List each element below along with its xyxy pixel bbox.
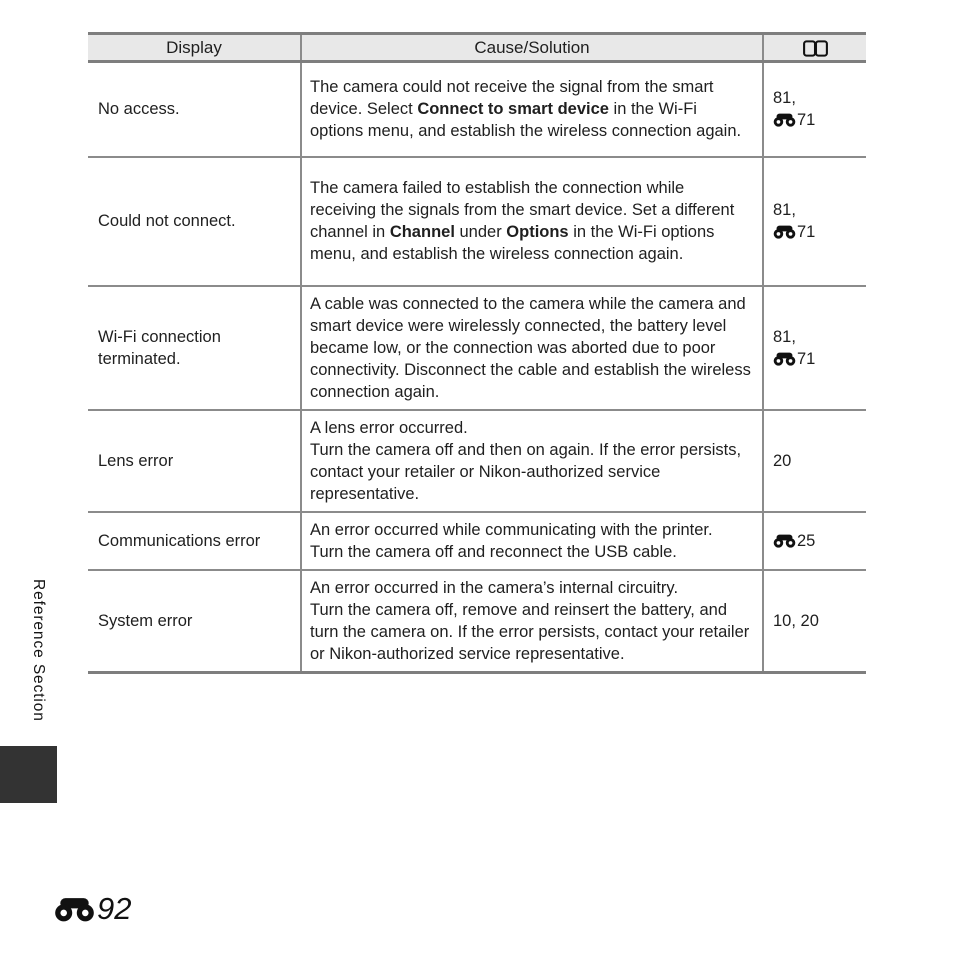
cause-text: The camera could not receive the signal from the smart device. Select <box>310 78 714 119</box>
page-number-text: 92 <box>97 891 132 926</box>
page-ref-line <box>773 450 863 472</box>
table-row <box>88 512 866 570</box>
page-ref-line <box>773 87 863 109</box>
page-ref-cell <box>763 410 866 512</box>
page-ref-cell <box>763 286 866 410</box>
page-ref-line <box>773 610 863 632</box>
reference-binoculars-icon <box>773 352 796 366</box>
cause-solution-cell <box>301 286 763 410</box>
table-row <box>88 62 866 157</box>
page-ref-cell <box>763 157 866 286</box>
table-row <box>88 410 866 512</box>
page-ref-text: 81, <box>773 201 796 219</box>
cause-text: in the Wi-Fi options menu, and establish the wireless connection again. <box>310 100 742 141</box>
error-message-table <box>88 32 866 674</box>
page-ref-text: 10, 20 <box>773 611 819 630</box>
display-cell: Communications error <box>88 512 301 570</box>
error-table-body <box>88 62 866 673</box>
page-ref-line <box>773 530 863 552</box>
cause-text: An error occurred in the camera’s internal circuitry. <box>310 578 679 597</box>
page-ref-text: 71 <box>797 111 816 130</box>
cause-text: A lens error occurred. <box>310 418 468 437</box>
reference-binoculars-icon <box>773 534 796 548</box>
page-ref-line <box>773 221 863 243</box>
reference-binoculars-icon <box>773 225 796 239</box>
menu-term-bold: Options <box>506 223 569 241</box>
page-ref-text: 81, <box>773 89 796 108</box>
page-ref-cell <box>763 570 866 673</box>
display-cell: Could not connect. <box>88 157 301 286</box>
page-ref-text: 71 <box>797 223 816 241</box>
page-ref-text: 71 <box>797 349 816 368</box>
display-cell: Lens error <box>88 410 301 512</box>
cause-text: Turn the camera off, remove and reinsert the battery, and turn the camera on. If the error persists, contact your retailer or Nikon-authorized service representative. <box>310 600 750 663</box>
page-ref-text: 25 <box>797 531 816 550</box>
book-icon <box>802 39 829 58</box>
page-ref-cell <box>763 512 866 570</box>
display-cell: System error <box>88 570 301 673</box>
display-cell: Wi-Fi connection terminated. <box>88 286 301 410</box>
page-ref-cell <box>763 62 866 157</box>
display-cell: No access. <box>88 62 301 157</box>
page-ref-line <box>773 326 863 348</box>
cause-text: An error occurred while communicating with the printer. <box>310 520 713 539</box>
page-ref-text: 81, <box>773 327 796 346</box>
cause-text: in the Wi-Fi options menu, and establish the wireless connection again. <box>310 223 715 263</box>
table-row <box>88 570 866 673</box>
section-index-tab <box>0 746 57 803</box>
page-ref-line <box>773 199 863 221</box>
menu-term-bold: Channel <box>389 223 455 241</box>
cause-solution-cell <box>301 410 763 512</box>
table-row <box>88 157 866 286</box>
table-row <box>88 286 866 410</box>
cause-text: under <box>454 223 507 241</box>
sidebar-section-label: Reference Section <box>30 579 47 722</box>
menu-term-bold: Connect to smart device <box>417 100 609 119</box>
header-cause-solution: Cause/Solution <box>301 34 763 62</box>
cause-solution-cell <box>301 570 763 673</box>
cause-text: A cable was connected to the camera while the camera and smart device were wirelessly connected, the battery level became low, or the connection was aborted due to poor connectivity. Disconnect the cable and establish the wireless connection again. <box>310 294 751 401</box>
cause-solution-cell <box>301 512 763 570</box>
reference-binoculars-icon <box>773 113 796 127</box>
header-page-ref <box>763 34 866 62</box>
header-row <box>88 34 866 62</box>
cause-solution-cell <box>301 157 763 286</box>
cause-text: Turn the camera off and reconnect the USB cable. <box>310 542 677 561</box>
header-display: Display <box>88 34 301 62</box>
reference-binoculars-icon <box>54 897 95 922</box>
cause-text: Turn the camera off and then on again. If the error persists, contact your retailer or Nikon-authorized service representative. <box>310 440 742 503</box>
page-ref-text: 20 <box>773 451 792 470</box>
page-number <box>54 891 131 927</box>
page-ref-line <box>773 348 863 370</box>
page-ref-line <box>773 109 863 131</box>
cause-solution-cell <box>301 62 763 157</box>
cause-text: The camera failed to establish the connection while receiving the signals from the smart device. Set a different channel in <box>310 179 735 241</box>
